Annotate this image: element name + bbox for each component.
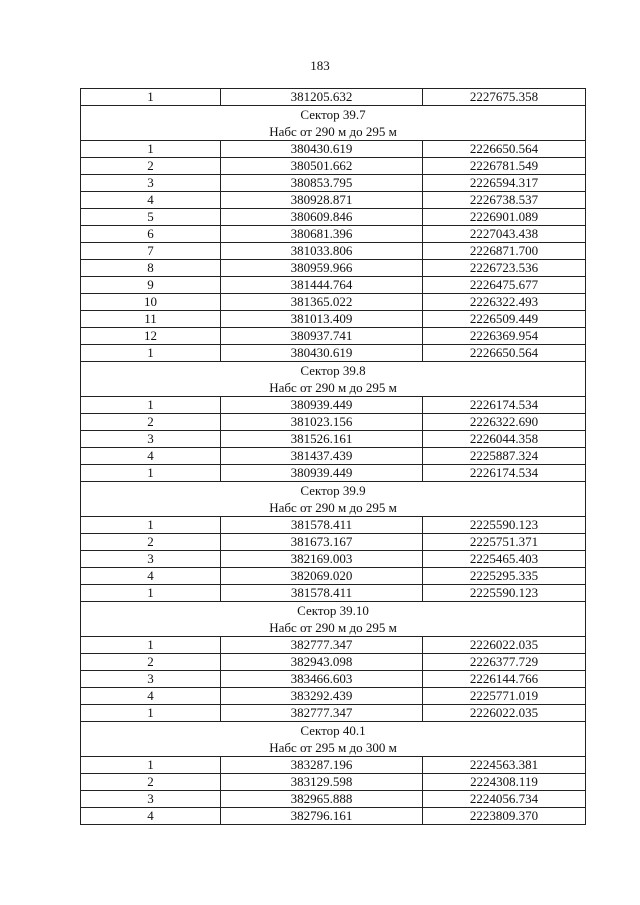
table-row	[81, 654, 586, 671]
y-coordinate: 2225771.019	[423, 688, 586, 705]
y-coordinate: 2226475.677	[423, 277, 586, 294]
y-coordinate: 2224308.119	[423, 774, 586, 791]
table-row	[81, 260, 586, 277]
table-row	[81, 448, 586, 465]
y-coordinate: 2225590.123	[423, 585, 586, 602]
x-coordinate: 380681.396	[221, 226, 423, 243]
point-number: 11	[81, 311, 221, 328]
sector-title: Сектор 39.7	[81, 106, 586, 124]
point-number: 1	[81, 345, 221, 362]
x-coordinate: 382169.003	[221, 551, 423, 568]
x-coordinate: 380430.619	[221, 141, 423, 158]
sector-height-range: Набс от 295 м до 300 м	[81, 739, 586, 757]
x-coordinate: 382965.888	[221, 791, 423, 808]
point-number: 4	[81, 808, 221, 825]
x-coordinate: 380939.449	[221, 465, 423, 482]
table-row	[81, 175, 586, 192]
sector-height-row	[81, 619, 586, 637]
point-number: 4	[81, 448, 221, 465]
table-row	[81, 397, 586, 414]
sector-height-row	[81, 123, 586, 141]
table-row	[81, 705, 586, 722]
table-row	[81, 688, 586, 705]
y-coordinate: 2226650.564	[423, 141, 586, 158]
x-coordinate: 381444.764	[221, 277, 423, 294]
point-number: 2	[81, 414, 221, 431]
x-coordinate: 381673.167	[221, 534, 423, 551]
table-row	[81, 328, 586, 345]
table-row	[81, 243, 586, 260]
y-coordinate: 2226144.766	[423, 671, 586, 688]
sector-height-row	[81, 499, 586, 517]
sector-title-row	[81, 106, 586, 124]
point-number: 2	[81, 774, 221, 791]
point-number: 2	[81, 534, 221, 551]
point-number: 8	[81, 260, 221, 277]
point-number: 6	[81, 226, 221, 243]
x-coordinate: 380937.741	[221, 328, 423, 345]
y-coordinate: 2226781.549	[423, 158, 586, 175]
x-coordinate: 381526.161	[221, 431, 423, 448]
x-coordinate: 383466.603	[221, 671, 423, 688]
y-coordinate: 2226174.534	[423, 465, 586, 482]
table-row	[81, 551, 586, 568]
x-coordinate: 381023.156	[221, 414, 423, 431]
x-coordinate: 382796.161	[221, 808, 423, 825]
sector-height-row	[81, 739, 586, 757]
sector-height-range: Набс от 290 м до 295 м	[81, 499, 586, 517]
y-coordinate: 2225590.123	[423, 517, 586, 534]
x-coordinate: 381033.806	[221, 243, 423, 260]
y-coordinate: 2224056.734	[423, 791, 586, 808]
point-number: 1	[81, 637, 221, 654]
table-row	[81, 637, 586, 654]
point-number: 3	[81, 551, 221, 568]
table-row	[81, 465, 586, 482]
table-row	[81, 294, 586, 311]
point-number: 1	[81, 585, 221, 602]
x-coordinate: 380430.619	[221, 345, 423, 362]
table-row	[81, 791, 586, 808]
y-coordinate: 2227675.358	[423, 89, 586, 106]
y-coordinate: 2225887.324	[423, 448, 586, 465]
x-coordinate: 383287.196	[221, 757, 423, 774]
point-number: 1	[81, 465, 221, 482]
table-row	[81, 517, 586, 534]
x-coordinate: 380959.966	[221, 260, 423, 277]
point-number: 3	[81, 791, 221, 808]
point-number: 1	[81, 141, 221, 158]
point-number: 4	[81, 568, 221, 585]
x-coordinate: 382777.347	[221, 705, 423, 722]
y-coordinate: 2226369.954	[423, 328, 586, 345]
y-coordinate: 2226022.035	[423, 637, 586, 654]
x-coordinate: 381013.409	[221, 311, 423, 328]
coordinates-table	[80, 88, 586, 825]
point-number: 1	[81, 757, 221, 774]
x-coordinate: 381365.022	[221, 294, 423, 311]
table-row	[81, 311, 586, 328]
point-number: 5	[81, 209, 221, 226]
x-coordinate: 383129.598	[221, 774, 423, 791]
y-coordinate: 2226022.035	[423, 705, 586, 722]
x-coordinate: 383292.439	[221, 688, 423, 705]
y-coordinate: 2226509.449	[423, 311, 586, 328]
y-coordinate: 2226322.493	[423, 294, 586, 311]
x-coordinate: 382777.347	[221, 637, 423, 654]
coordinates-table-body	[81, 89, 586, 825]
table-row	[81, 568, 586, 585]
point-number: 1	[81, 89, 221, 106]
x-coordinate: 382943.098	[221, 654, 423, 671]
point-number: 2	[81, 654, 221, 671]
table-row	[81, 585, 586, 602]
y-coordinate: 2225295.335	[423, 568, 586, 585]
sector-title-row	[81, 602, 586, 620]
y-coordinate: 2225465.403	[423, 551, 586, 568]
point-number: 4	[81, 688, 221, 705]
y-coordinate: 2226174.534	[423, 397, 586, 414]
x-coordinate: 381205.632	[221, 89, 423, 106]
page-number: 183	[310, 58, 330, 73]
sector-height-row	[81, 379, 586, 397]
y-coordinate: 2226377.729	[423, 654, 586, 671]
x-coordinate: 381578.411	[221, 585, 423, 602]
sector-title: Сектор 39.10	[81, 602, 586, 620]
point-number: 12	[81, 328, 221, 345]
point-number: 1	[81, 517, 221, 534]
table-row	[81, 534, 586, 551]
y-coordinate: 2226738.537	[423, 192, 586, 209]
x-coordinate: 381437.439	[221, 448, 423, 465]
point-number: 3	[81, 431, 221, 448]
point-number: 2	[81, 158, 221, 175]
x-coordinate: 382069.020	[221, 568, 423, 585]
table-row	[81, 277, 586, 294]
sector-height-range: Набс от 290 м до 295 м	[81, 619, 586, 637]
point-number: 4	[81, 192, 221, 209]
sector-title-row	[81, 362, 586, 380]
y-coordinate: 2225751.371	[423, 534, 586, 551]
table-row	[81, 226, 586, 243]
point-number: 1	[81, 705, 221, 722]
table-row	[81, 757, 586, 774]
table-row	[81, 345, 586, 362]
y-coordinate: 2226044.358	[423, 431, 586, 448]
x-coordinate: 380928.871	[221, 192, 423, 209]
y-coordinate: 2226723.536	[423, 260, 586, 277]
sector-height-range: Набс от 290 м до 295 м	[81, 123, 586, 141]
y-coordinate: 2226871.700	[423, 243, 586, 260]
point-number: 9	[81, 277, 221, 294]
table-row	[81, 414, 586, 431]
table-row	[81, 431, 586, 448]
y-coordinate: 2226594.317	[423, 175, 586, 192]
point-number: 10	[81, 294, 221, 311]
table-row	[81, 141, 586, 158]
table-row	[81, 774, 586, 791]
y-coordinate: 2223809.370	[423, 808, 586, 825]
y-coordinate: 2226650.564	[423, 345, 586, 362]
sector-title: Сектор 39.9	[81, 482, 586, 500]
table-row	[81, 192, 586, 209]
x-coordinate: 380853.795	[221, 175, 423, 192]
x-coordinate: 381578.411	[221, 517, 423, 534]
y-coordinate: 2227043.438	[423, 226, 586, 243]
table-row	[81, 671, 586, 688]
table-row	[81, 158, 586, 175]
table-row	[81, 89, 586, 106]
sector-height-range: Набс от 290 м до 295 м	[81, 379, 586, 397]
point-number: 1	[81, 397, 221, 414]
sector-title-row	[81, 482, 586, 500]
point-number: 3	[81, 175, 221, 192]
sector-title: Сектор 40.1	[81, 722, 586, 740]
point-number: 3	[81, 671, 221, 688]
x-coordinate: 380501.662	[221, 158, 423, 175]
y-coordinate: 2226322.690	[423, 414, 586, 431]
point-number: 7	[81, 243, 221, 260]
sector-title-row	[81, 722, 586, 740]
y-coordinate: 2226901.089	[423, 209, 586, 226]
x-coordinate: 380609.846	[221, 209, 423, 226]
table-row	[81, 808, 586, 825]
table-row	[81, 209, 586, 226]
x-coordinate: 380939.449	[221, 397, 423, 414]
sector-title: Сектор 39.8	[81, 362, 586, 380]
y-coordinate: 2224563.381	[423, 757, 586, 774]
